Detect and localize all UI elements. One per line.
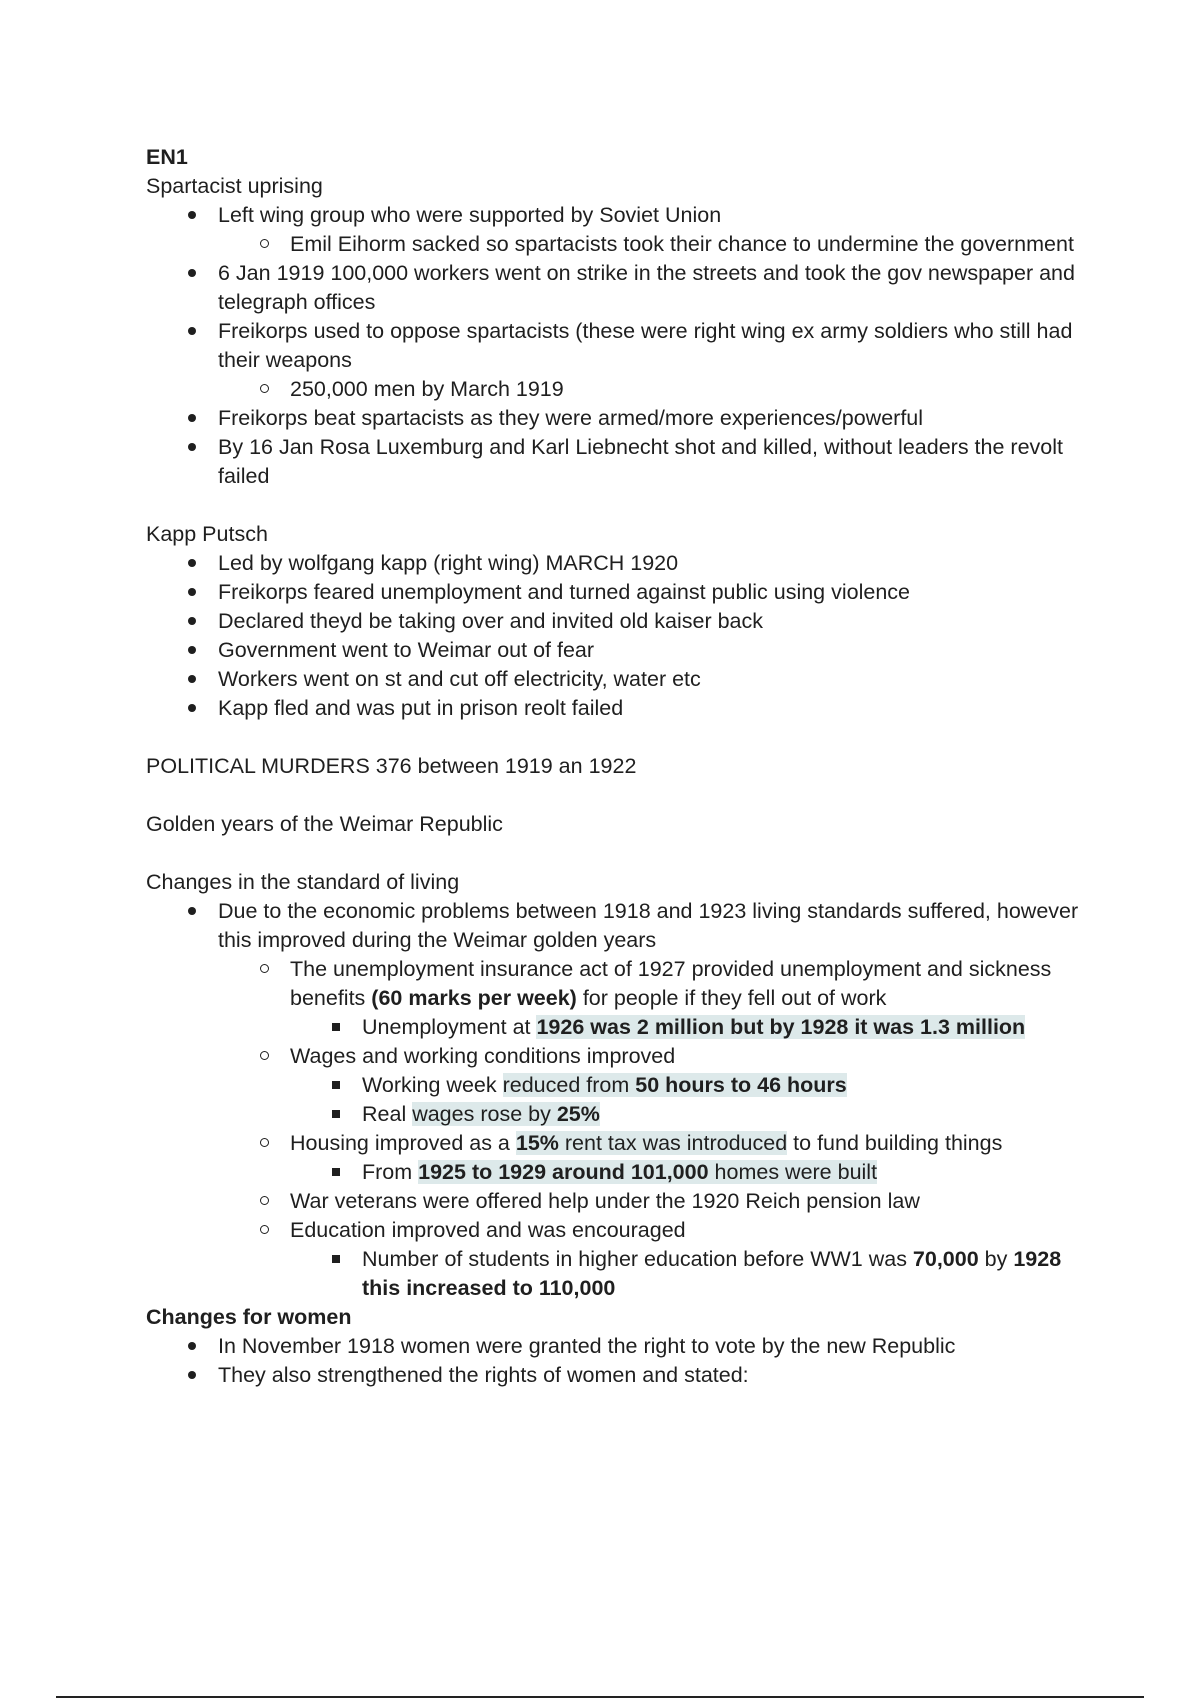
kapp-list — [146, 549, 1096, 723]
bullet-icon — [182, 201, 202, 230]
hollow-bullet-icon — [254, 1129, 274, 1158]
women-list — [146, 1332, 1096, 1390]
square-bullet-icon — [326, 1013, 346, 1042]
list-item: Government went to Weimar out of fear — [146, 636, 1096, 665]
bullet-icon — [182, 1332, 202, 1361]
square-bullet-icon — [326, 1100, 346, 1129]
list-item: Left wing group who were supported by Soviet Union — [146, 201, 1096, 230]
section-heading-spartacist: Spartacist uprising — [146, 174, 323, 198]
list-item: The unemployment insurance act of 1927 provided unemployment and sickness benefits (60 marks per week) for people if they fell out of work — [146, 955, 1096, 1013]
hollow-bullet-icon — [254, 230, 274, 259]
highlight: 15% rent tax was introduced — [515, 1131, 788, 1155]
list-item: Real wages rose by 25% — [146, 1100, 1096, 1129]
list-item: In November 1918 women were granted the right to vote by the new Republic — [146, 1332, 1096, 1361]
highlight: 1925 to 1929 around 101,000 homes were built — [418, 1160, 878, 1184]
square-bullet-icon — [326, 1158, 346, 1187]
bullet-icon — [182, 1361, 202, 1390]
list-item: Education improved and was encouraged — [146, 1216, 1096, 1245]
hollow-bullet-icon — [254, 1042, 274, 1071]
square-bullet-icon — [326, 1245, 346, 1274]
bullet-icon — [182, 694, 202, 723]
hollow-bullet-icon — [254, 1216, 274, 1245]
square-bullet-icon — [326, 1071, 346, 1100]
list-item: Freikorps beat spartacists as they were armed/more experiences/powerful — [146, 404, 1096, 433]
bullet-icon — [182, 607, 202, 636]
list-item: They also strengthened the rights of women and stated: — [146, 1361, 1096, 1390]
list-item: 6 Jan 1919 100,000 workers went on strike in the streets and took the gov newspaper and telegraph offices — [146, 259, 1096, 317]
highlight: reduced from 50 hours to 46 hours — [502, 1073, 847, 1097]
section-heading-women: Changes for women — [146, 1305, 352, 1329]
spartacist-list — [146, 201, 1096, 491]
list-item: Workers went on st and cut off electricity, water etc — [146, 665, 1096, 694]
list-item: Unemployment at 1926 was 2 million but by 1928 it was 1.3 million — [146, 1013, 1096, 1042]
section-heading-golden-years: Golden years of the Weimar Republic — [146, 812, 503, 836]
page-title: EN1 — [146, 145, 188, 169]
list-item: Housing improved as a 15% rent tax was introduced to fund building things — [146, 1129, 1096, 1158]
political-murders-note: POLITICAL MURDERS 376 between 1919 an 1922 — [146, 754, 637, 778]
bullet-icon — [182, 259, 202, 288]
hollow-bullet-icon — [254, 1187, 274, 1216]
hollow-bullet-icon — [254, 375, 274, 404]
section-heading-kapp: Kapp Putsch — [146, 522, 268, 546]
bullet-icon — [182, 665, 202, 694]
highlight: wages rose by 25% — [412, 1102, 600, 1126]
list-item: By 16 Jan Rosa Luxemburg and Karl Liebnecht shot and killed, without leaders the revolt failed — [146, 433, 1096, 491]
list-item: Freikorps used to oppose spartacists (these were right wing ex army soldiers who still had their weapons — [146, 317, 1096, 375]
list-item: Number of students in higher education before WW1 was 70,000 by 1928 this increased to 110,000 — [146, 1245, 1096, 1303]
bullet-icon — [182, 317, 202, 346]
list-item: Declared theyd be taking over and invited old kaiser back — [146, 607, 1096, 636]
section-heading-living: Changes in the standard of living — [146, 870, 460, 894]
list-item: Kapp fled and was put in prison reolt failed — [146, 694, 1096, 723]
bullet-icon — [182, 433, 202, 462]
list-item: Working week reduced from 50 hours to 46 hours — [146, 1071, 1096, 1100]
list-item: From 1925 to 1929 around 101,000 homes were built — [146, 1158, 1096, 1187]
highlight: 1926 was 2 million but by 1928 it was 1.3 million — [536, 1015, 1026, 1039]
bullet-icon — [182, 897, 202, 926]
list-item: 250,000 men by March 1919 — [146, 375, 1096, 404]
footer-divider — [56, 1696, 1144, 1698]
living-list — [146, 897, 1096, 1303]
document-content — [146, 143, 1096, 1390]
bullet-icon — [182, 549, 202, 578]
hollow-bullet-icon — [254, 955, 274, 984]
bullet-icon — [182, 636, 202, 665]
list-item: Led by wolfgang kapp (right wing) MARCH 1920 — [146, 549, 1096, 578]
list-item: Freikorps feared unemployment and turned against public using violence — [146, 578, 1096, 607]
list-item: Due to the economic problems between 1918 and 1923 living standards suffered, however this improved during the Weimar golden years — [146, 897, 1096, 955]
bullet-icon — [182, 404, 202, 433]
list-item: Emil Eihorm sacked so spartacists took their chance to undermine the government — [146, 230, 1096, 259]
list-item: War veterans were offered help under the 1920 Reich pension law — [146, 1187, 1096, 1216]
bullet-icon — [182, 578, 202, 607]
list-item: Wages and working conditions improved — [146, 1042, 1096, 1071]
